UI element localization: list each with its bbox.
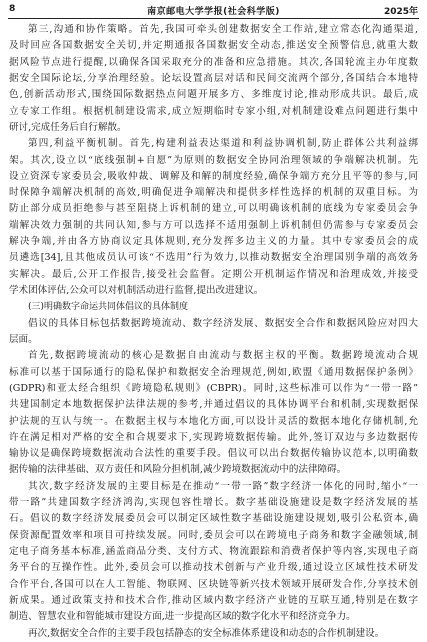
text-line: (GDPR)和亚太经合组织《跨境隐私规则》(CBPR)。同时,这些标准可以作为“一带一路” bbox=[9, 382, 418, 394]
text-line: 端解决效力强制的共同认知,参与方可以选择不适用强制上诉机制但仍需参与专家委员会 bbox=[9, 219, 418, 231]
article-body bbox=[9, 22, 418, 642]
text-line: 据传输的法律基础、双方责任和风险分担机制,减少跨境数据流动中的法律障碍。 bbox=[9, 464, 347, 476]
text-line: 员遴选[34],且其他成员认可该“不选用”行为效力,以推动数据安全治理国别争端的高效务 bbox=[9, 252, 418, 264]
page-number: 8 bbox=[9, 4, 16, 14]
text-line: 实解决。最后,公开工作报告,接受社会监督。定期公开机制运作情况和治理成效,并接受 bbox=[9, 268, 418, 280]
text-line: 色,创新活动形式,围绕国际数据热点问题开展多方、多维度讨论,推动形成共识。最后,成 bbox=[9, 89, 418, 101]
text-line: 合作平台,各国可以在人工智能、物联网、区块链等新兴技术领域开展研发合作,分享技术创 bbox=[9, 578, 418, 590]
text-line: 立专家工作组。根据机制建设需求,成立短期临时专家小组,对机制建设难点问题进行集中 bbox=[9, 105, 418, 117]
text-line: 首先,数据跨境流动的核心是数据自由流动与数据主权的平衡。数据跨境流动合规 bbox=[28, 350, 418, 362]
text-line: 第三,沟通和协作策略。首先,我国可牵头创建数据安全工作站,建立常态化沟通渠道, bbox=[28, 24, 418, 35]
text-line: 其次,数字经济发展的主要目标是在推动“一带一路”数字经济一体化的同时,缩小“一 bbox=[28, 480, 418, 492]
text-line: 倡议的具体目标包括数据跨境流动、数字经济发展、数据安全合作和数据风险应对四大 bbox=[28, 317, 418, 329]
header-rule bbox=[8, 18, 419, 19]
text-line: 保资源配置效率和项目可持续发展。同时,委员会可以在跨境电子商务和数字金融领域,制 bbox=[9, 529, 418, 541]
text-line: 架。其次,设立以“底线强制+自愿”为原则的数据安全协同治理领域的争端解决机制。先 bbox=[9, 154, 418, 166]
journal-year: 2025年 bbox=[383, 7, 418, 17]
text-line: 输协议是确保跨境数据流动合法性的重要手段。倡议可以出台数据传输协议范本,以明确数 bbox=[9, 448, 418, 460]
text-line: 护法规的互认与统一。在数据主权与本地化方面,可以设计灵活的数据本地化存储机制,允 bbox=[9, 415, 418, 427]
text-line: 学术团体评估,公众可以对机制活动进行监督,提出改进建议。 bbox=[9, 285, 264, 296]
text-line: 研讨,完成任务后自行解散。 bbox=[9, 121, 127, 133]
text-line: 务平台的互操作性。此外,委员会可以推动技术创新与产业升级,通过设立区域性技术研发 bbox=[9, 562, 418, 574]
text-line: 共建国制定本地数据保护法律法规的参考,并通过倡议的具体协调平台和机制,实现数据保 bbox=[9, 399, 418, 411]
running-header bbox=[0, 0, 427, 22]
journal-title: 南京邮电大学学报(社会科学版) bbox=[147, 7, 280, 17]
text-line: 再次,数据安全合作的主要手段包括静态的安全标准体系建设和动态的合作机制建设。 bbox=[28, 627, 385, 639]
text-line: 时保障争端解决机制的高效,明确促进争端解决和提供多样性选择的机制的双重目标。为 bbox=[9, 187, 418, 199]
text-line: 防止部分成员拒绝参与甚至阻挠上诉机制的建立,可以明确该机制的底线为专家委员会争 bbox=[9, 203, 418, 215]
text-line: 许在满足相对严格的安全和合规要求下,实现跨境数据传输。此外,签订双边与多边数据传 bbox=[9, 431, 418, 443]
text-line: 带一路”共建国数字经济鸿沟,实现包容性增长。数字基础设施建设是数字经济发展的基 bbox=[9, 497, 418, 509]
section-heading: (三)明确数字命运共同体倡议的具体制度 bbox=[28, 302, 189, 313]
text-line: 制造、智慧农业和智能城市建设方面,进一步提高区域的数字化水平和经济竞争力。 bbox=[9, 611, 356, 623]
text-line: 标准可以基于国际通行的隐私保护和数据安全治理规范,例如,欧盟《通用数据保护条例》 bbox=[9, 366, 418, 378]
text-line: 及时回应各国数据安全关切,并定期通报各国数据安全动态,推送安全预警信息,就重大数 bbox=[9, 40, 418, 52]
text-line: 设立资深专家委员会,吸收仲裁、调解及和解的制度经验,确保争端方充分且平等的参与,同 bbox=[9, 170, 418, 182]
text-line: 解决争端,并由各方协商议定具体规则,充分发挥多边主义的力量。其中专家委员会的成 bbox=[9, 236, 418, 248]
text-line: 新成果。通过政策支持和技术合作,推动区域内数字经济产业链的互联互通,特别是在数字 bbox=[9, 594, 418, 606]
text-line: 层面。 bbox=[9, 333, 38, 345]
text-line: 石。倡议的数字经济发展委员会可以制定区域性数字基础设施建设规划,吸引公私资本,确 bbox=[9, 513, 418, 525]
text-line: 定电子商务基本标准,涵盖商品分类、支付方式、物流跟踪和消费者保护等内容,实现电子商 bbox=[9, 546, 418, 557]
text-line: 第四,利益平衡机制。首先,构建利益表达渠道和利益协调机制,防止群体公共利益绑 bbox=[28, 138, 418, 150]
text-line: 据安全国际论坛,分享治理经验。论坛设置高层对话和民间交流两个部分,各国结合本地特 bbox=[9, 72, 418, 84]
text-line: 据风险节点进行提醒,以确保各国采取充分的准备和应急措施。其次,各国轮流主办年度数 bbox=[9, 56, 418, 68]
